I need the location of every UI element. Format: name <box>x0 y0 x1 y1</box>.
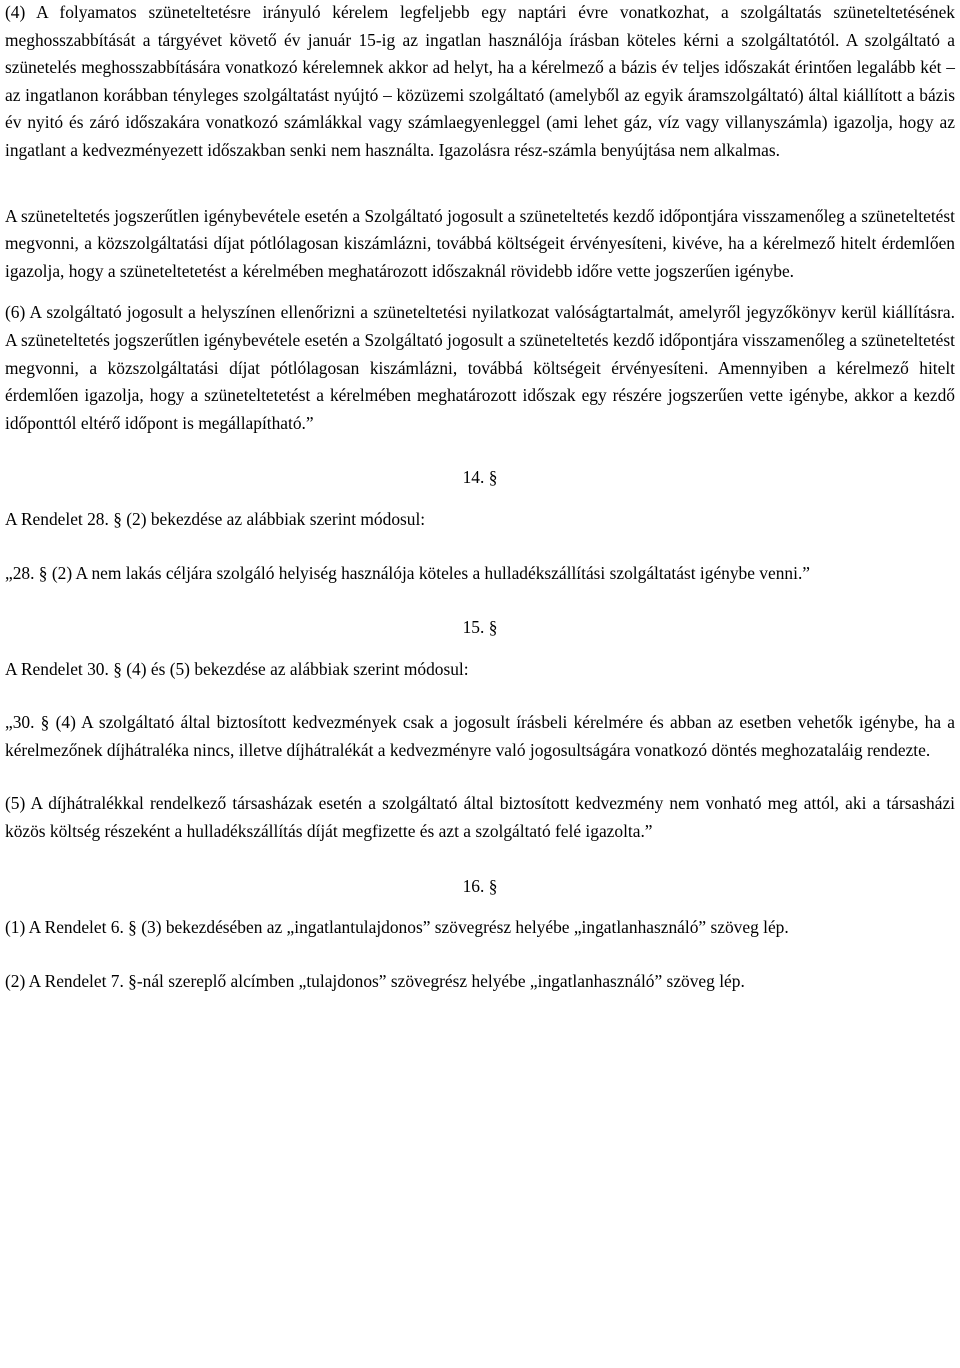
section-16-heading: 16. § <box>462 875 498 896</box>
section-16-paragraph-2: (2) A Rendelet 7. §-nál szereplő alcímben „tulajdonos” szövegrész helyébe „ingatlanhasználó” szöveg lép. <box>5 970 745 991</box>
paragraph-4-continued: (4) A folyamatos szüneteltetésre irányuló kérelem legfeljebb egy naptári évre vonatkozhat, a szolgáltatás szüneteltetésének meghosszabbítását a tárgyévet követő év január 15-ig az ingatlan használója írásban köteles kérni a szolgáltatótól. A szolgáltató a szünetelés meghosszabbítására vonatkozó kérelemnek akkor ad helyt, ha a kérelmező a bázis év teljes időszakát érintően legalább két – az ingatlanon korábban tényleges szolgáltatást nyújtó – közüzemi szolgáltató (amelyből az egyik áramszolgáltató) által kiállított a bázis év nyitó és záró időszakára vonatkozó számlákkal vagy számlaegyenleggel (ami lehet gáz, víz vagy villanyszámla) igazolja, hogy az ingatlant a kedvezményezett időszakban senki nem használta. Igazolásra rész-számla benyújtása nem alkalmas. <box>5 2 955 160</box>
section-14-intro: A Rendelet 28. § (2) bekezdése az alábbiak szerint módosul: <box>5 508 426 529</box>
section-15-intro: A Rendelet 30. § (4) és (5) bekezdése az alábbiak szerint módosul: <box>5 658 469 679</box>
paragraph-misuse: A szüneteltetés jogszerűtlen igénybevétele esetén a Szolgáltató jogosult a szüneteltetés kezdő időpontjára visszamenőleg a szüneteltetést megvonni, a közszolgáltatási díjat pótlólagosan kiszámlázni, továbbá költségeit érvényesíteni, kivéve, ha a kérelmező hitelt érdemlően igazolja, hogy a szüneteltetetést a kérelmében meghatározott időszaknál rövidebb időre vette jogszerűen igénybe. <box>5 205 955 281</box>
section-15-paragraph-5: (5) A díjhátralékkal rendelkező társasházak esetén a szolgáltató által biztosított kedvezmény nem vonható meg attól, aki a társasházi közös költség részeként a hulladékszállítás díját megfizette és azt a szolgáltató felé igazolta.” <box>5 793 955 842</box>
paragraph-6: (6) A szolgáltató jogosult a helyszínen ellenőrizni a szüneteltetési nyilatkozat valóságtartalmát, amelyről jegyzőkönyv kerül kiállításra. A szüneteltetés jogszerűtlen igénybevétele esetén a Szolgáltató jogosult a szüneteltetés kezdő időpontjára visszamenőleg a szüneteltetést megvonni, a közszolgáltatási díjat pótlólagosan kiszámlázni, továbbá költségeit érvényesíteni. Amennyiben a kérelmező hitelt érdemlően igazolja, hogy a szüneteltetetést a kérelmében meghatározott időszak egy részére jogszerűen vette igénybe, akkor a kezdő időponttól eltérő időpont is megállapítható.” <box>5 302 955 433</box>
section-16-paragraph-1: (1) A Rendelet 6. § (3) bekezdésében az „ingatlantulajdonos” szövegrész helyébe „ingatlanhasználó” szöveg lép. <box>5 917 789 938</box>
section-15-paragraph-4: „30. § (4) A szolgáltató által biztosított kedvezmények csak a jogosult írásbeli kérelmére és abban az esetben vehetők igénybe, ha a kérelmezőnek díjhátraléka nincs, illetve díjhátralékát a kedvezményre való jogosultságára vonatkozó döntés meghozataláig rendezte. <box>5 712 955 760</box>
section-15-heading: 15. § <box>462 617 498 638</box>
section-14-text: „28. § (2) A nem lakás céljára szolgáló helyiség használója köteles a hulladékszállítási szolgáltatást igénybe venni.” <box>5 562 811 583</box>
section-14-heading: 14. § <box>462 467 498 488</box>
